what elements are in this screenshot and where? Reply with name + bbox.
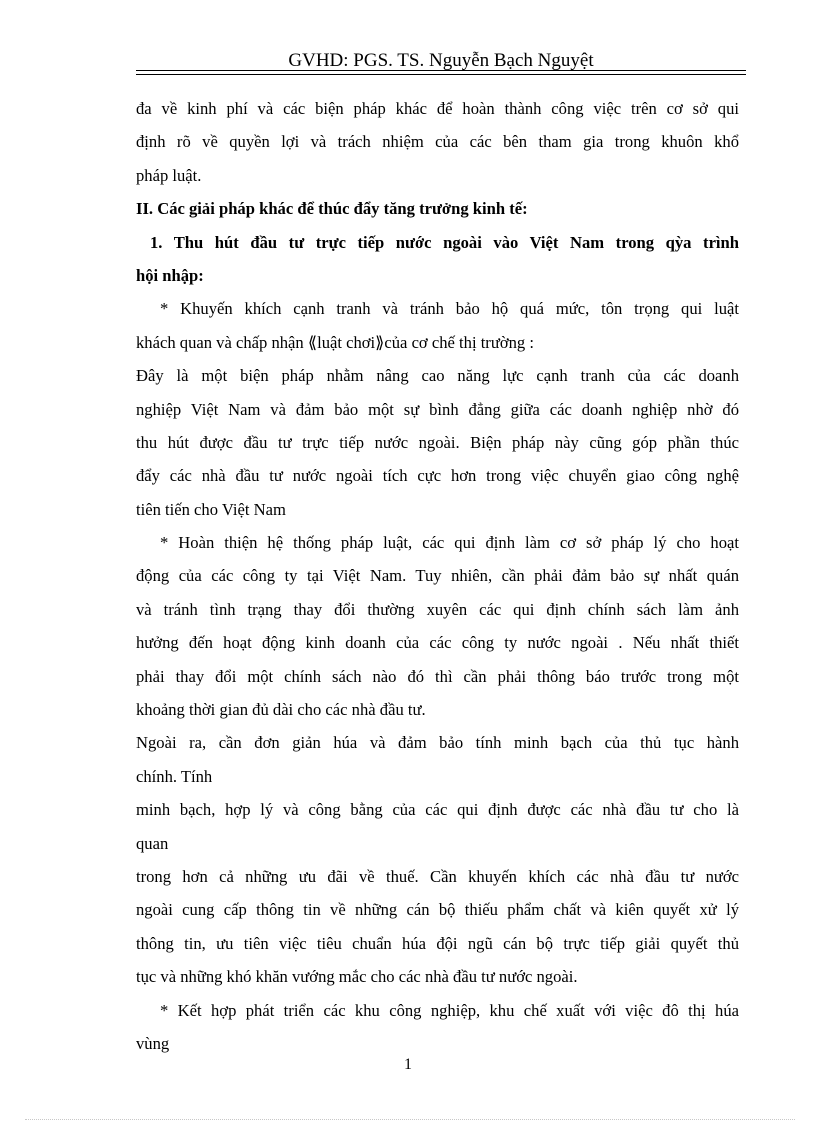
bullet-line: * Hoàn thiện hệ thống pháp luật, các qui định làm cơ sở pháp lý cho hoạt xyxy=(160,533,739,553)
document-body xyxy=(136,92,739,1060)
paragraph-line: phải thay đổi một chính sách nào đó thì cần phải thông báo trước trong một xyxy=(136,666,739,686)
paragraph-line: khoảng thời gian đủ dài cho các nhà đầu tư. xyxy=(136,700,426,720)
paragraph-line: minh bạch, hợp lý và công bằng của các qui định được các nhà đầu tư cho là xyxy=(136,800,739,820)
paragraph-line: Đây là một biện pháp nhằm nâng cao năng lực cạnh tranh của các doanh xyxy=(136,366,739,386)
paragraph-line: thông tin, ưu tiên việc tiêu chuẩn húa đội ngũ cán bộ trực tiếp giải quyết thủ xyxy=(136,933,739,953)
bullet-line: * Khuyến khích cạnh tranh và tránh bảo hộ quá mức, tôn trọng qui luật xyxy=(160,299,739,319)
paragraph-line: vùng xyxy=(136,1033,170,1053)
section-heading: II. Các giải pháp khác để thúc đẩy tăng trưởng kinh tế: xyxy=(136,199,528,219)
paragraph-line: trong hơn cả những ưu đãi về thuế. Cần khuyến khích các nhà đầu tư nước xyxy=(136,866,739,886)
paragraph-line: đa về kinh phí và các biện pháp khác để hoàn thành công việc trên cơ sở qui xyxy=(136,99,739,118)
paragraph-line: động của các công ty tại Việt Nam. Tuy nhiên, cần phải đảm bảo sự nhất quán xyxy=(136,566,739,586)
header-rule-double xyxy=(136,74,746,75)
page-boundary xyxy=(25,1119,795,1120)
paragraph-line: định rõ về quyền lợi và trách nhiệm của các bên tham gia trong khuôn khổ xyxy=(136,132,739,152)
paragraph-line: và tránh tình trạng thay đổi thường xuyên các qui định chính sách làm ảnh xyxy=(136,599,739,619)
paragraph-line: thu hút được đầu tư trực tiếp nước ngoài. Biện pháp này cũng góp phần thúc xyxy=(136,432,739,452)
paragraph-line: nghiệp Việt Nam và đảm bảo một sự bình đẳng giữa các doanh nghiệp nhờ đó xyxy=(136,399,739,419)
paragraph-line: tiên tiến cho Việt Nam xyxy=(136,499,286,519)
paragraph-line: đẩy các nhà đầu tư nước ngoài tích cực hơn trong việc chuyển giao công nghệ xyxy=(136,466,739,486)
header-rule xyxy=(136,70,746,71)
paragraph-line: hưởng đến hoạt động kinh doanh của các công ty nước ngoài . Nếu nhất thiết xyxy=(136,633,739,653)
page-header: GVHD: PGS. TS. Nguyễn Bạch Nguyệt xyxy=(288,50,594,71)
subsection-heading-cont: hội nhập: xyxy=(136,265,204,285)
bullet-line: * Kết hợp phát triển các khu công nghiệp, khu chế xuất với việc đô thị húa xyxy=(160,1000,739,1020)
paragraph-line: quan xyxy=(136,833,169,853)
paragraph-line: Ngoài ra, cần đơn giản húa và đảm bảo tính minh bạch của thủ tục hành xyxy=(136,733,739,753)
page-number: 1 xyxy=(404,1056,412,1073)
paragraph-line: pháp luật. xyxy=(136,165,202,185)
paragraph-line: khách quan và chấp nhận ⟪luật chơi⟫của cơ chế thị trường : xyxy=(136,332,534,352)
paragraph-line: tục và những khó khăn vướng mắc cho các nhà đầu tư nước ngoài. xyxy=(136,967,578,987)
paragraph-line: ngoài cung cấp thông tin về những cán bộ thiếu phẩm chất và kiên quyết xử lý xyxy=(136,900,739,920)
paragraph-line: chính. Tính xyxy=(136,766,213,786)
subsection-heading: 1. Thu hút đầu tư trực tiếp nước ngoài vào Việt Nam trong qỳa trình xyxy=(150,232,739,252)
